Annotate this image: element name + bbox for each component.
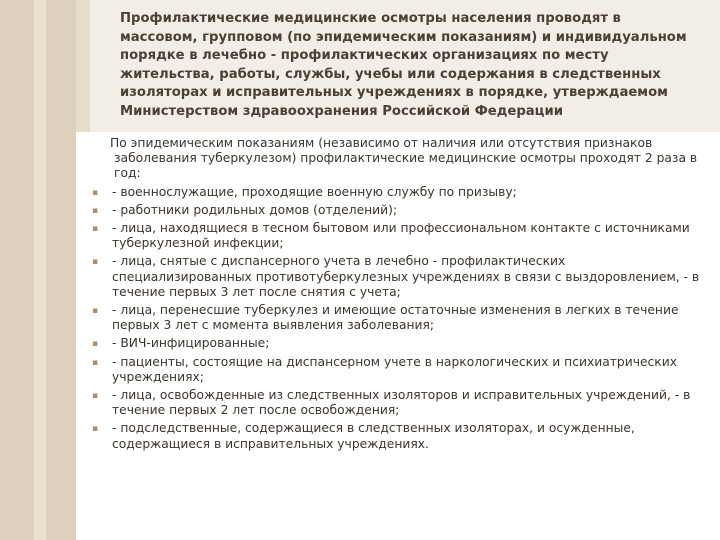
list-item-text: - лица, находящиеся в тесном бытовом или профессиональном контакте с источниками туберкулезной инфекции; bbox=[112, 221, 690, 251]
list-item bbox=[92, 388, 704, 418]
list-item bbox=[92, 355, 704, 385]
slide-body bbox=[92, 136, 704, 455]
bullet-icon: ▪ bbox=[92, 306, 99, 317]
left-decorative-band bbox=[0, 0, 76, 540]
list-item-text: - подследственные, содержащиеся в следственных изоляторах, и осужденные, содержащиеся в исправительных учреждениях. bbox=[112, 421, 635, 451]
list-item bbox=[92, 221, 704, 251]
bullet-icon: ▪ bbox=[92, 257, 99, 268]
list-item-text: - лица, снятые с диспансерного учета в лечебно - профилактических специализированных противотуберкулезных учреждениях в связи с выздоровлением, - в течение первых 3 лет после снятия с учета; bbox=[112, 254, 700, 299]
list-item bbox=[92, 421, 704, 451]
list-item bbox=[92, 185, 704, 200]
bullet-icon: ▪ bbox=[92, 205, 99, 216]
bullet-icon: ▪ bbox=[92, 224, 99, 235]
bullet-icon: ▪ bbox=[92, 187, 99, 198]
left-band-stripe bbox=[34, 0, 46, 540]
list-item bbox=[92, 254, 704, 300]
intro-paragraph: По эпидемическим показаниям (независимо от наличия или отсутствия признаков заболевания туберкулезом) профилактические медицинские осмотры проходят 2 раза в год: bbox=[110, 136, 698, 181]
bullet-list bbox=[92, 185, 704, 452]
list-item-text: - лица, перенесшие туберкулез и имеющие остаточные изменения в легких в течение первых 3 лет с момента выявления заболевания; bbox=[112, 303, 679, 333]
list-item bbox=[92, 303, 704, 333]
list-item bbox=[92, 336, 704, 351]
bullet-icon: ▪ bbox=[92, 357, 99, 368]
title-background-edge bbox=[76, 0, 90, 132]
list-item bbox=[92, 203, 704, 218]
list-item-text: - военнослужащие, проходящие военную службу по призыву; bbox=[112, 184, 517, 199]
list-item-text: - ВИЧ-инфицированные; bbox=[112, 336, 270, 351]
list-item-text: - лица, освобожденные из следственных изоляторов и исправительных учреждений, - в течение первых 2 лет после освобождения; bbox=[112, 388, 691, 418]
list-item-text: - пациенты, состоящие на диспансерном учете в наркологических и психиатрических учреждениях; bbox=[112, 354, 678, 384]
bullet-icon: ▪ bbox=[92, 391, 99, 402]
slide-title: Профилактические медицинские осмотры населения проводят в массовом, групповом (по эпидемическим показаниям) и индивидуальном порядке в лечебно - профилактических организациях по месту жительства, работы, службы, учебы или содержания в следственных изоляторах и исправительных учреждениях в порядке, утверждаемом Министерством здравоохранения Российской Федерации bbox=[120, 11, 687, 119]
bullet-icon: ▪ bbox=[92, 424, 99, 435]
list-item-text: - работники родильных домов (отделений); bbox=[112, 202, 398, 217]
bullet-icon: ▪ bbox=[92, 339, 99, 350]
